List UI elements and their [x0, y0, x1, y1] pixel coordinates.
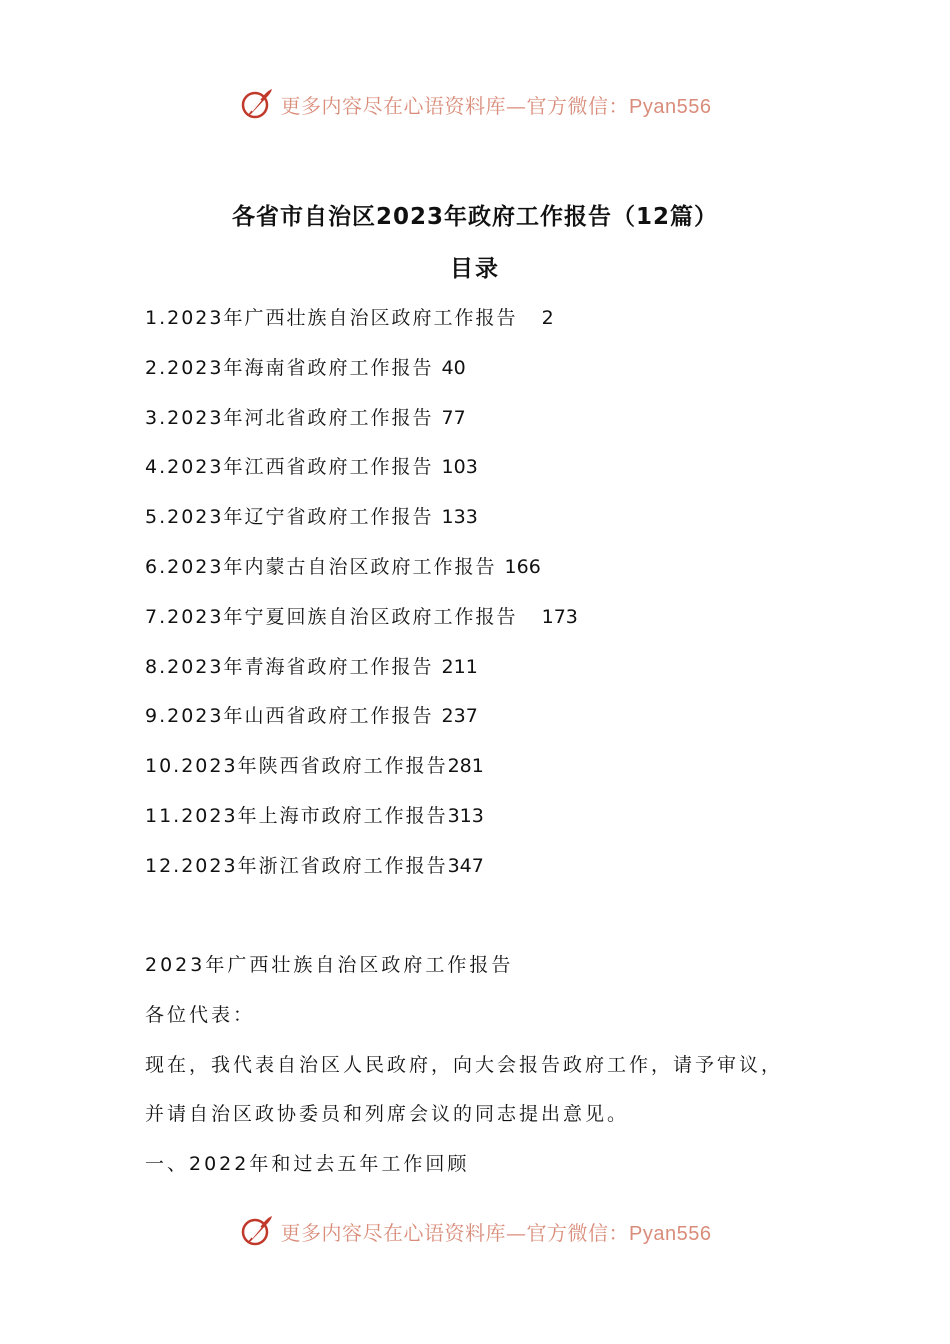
toc-item[interactable]: 3.2023年河北省政府工作报告 77 — [145, 406, 466, 429]
toc-page-number: 103 — [441, 456, 478, 479]
toc-page-number: 40 — [441, 356, 466, 379]
toc-item[interactable]: 2.2023年海南省政府工作报告 40 — [145, 356, 466, 379]
toc-page-number: 237 — [441, 705, 478, 728]
salutation: 各位代表： — [145, 1003, 256, 1026]
toc-page-number: 281 — [447, 755, 484, 778]
watermark-text: 更多内容尽在心语资料库—官方微信：Pyan556 — [280, 93, 712, 118]
toc-item[interactable]: 5.2023年辽宁省政府工作报告 133 — [145, 506, 478, 529]
toc-item[interactable]: 4.2023年江西省政府工作报告 103 — [145, 456, 478, 479]
paragraph-line: 并请自治区政协委员和列席会议的同志提出意见。 — [145, 1103, 630, 1126]
toc-page-number: 133 — [441, 506, 478, 529]
toc-item[interactable]: 11.2023年上海市政府工作报告313 — [145, 804, 484, 827]
toc-page-number: 166 — [504, 555, 541, 578]
toc-item[interactable]: 6.2023年内蒙古自治区政府工作报告 166 — [145, 555, 541, 578]
toc-item[interactable]: 10.2023年陕西省政府工作报告281 — [145, 755, 484, 778]
footer-watermark — [0, 1211, 950, 1251]
toc-page-number: 347 — [447, 854, 484, 877]
document-title: 各省市自治区2023年政府工作报告（12篇） — [231, 204, 719, 230]
toc-heading: 目录 — [450, 256, 500, 282]
section-title: 2023年广西壮族自治区政府工作报告 — [145, 954, 514, 976]
paragraph-line: 现在，我代表自治区人民政府，向大会报告政府工作，请予审议， — [145, 1053, 784, 1076]
report-body — [145, 947, 825, 1196]
toc-item[interactable]: 1.2023年广西壮族自治区政府工作报告 2 — [145, 307, 554, 329]
toc-item[interactable]: 9.2023年山西省政府工作报告 237 — [145, 705, 478, 728]
toc-page-number: 313 — [447, 804, 484, 827]
quill-pen-logo-icon — [239, 1213, 275, 1249]
toc-page-number: 77 — [441, 406, 466, 429]
toc-item[interactable]: 7.2023年宁夏回族自治区政府工作报告 173 — [145, 605, 578, 628]
quill-pen-logo-icon — [239, 86, 275, 122]
toc-page-number: 211 — [441, 655, 478, 678]
toc-item[interactable]: 12.2023年浙江省政府工作报告347 — [145, 854, 484, 877]
header-watermark — [0, 84, 950, 124]
table-of-contents — [145, 300, 578, 898]
section-heading: 一、2022年和过去五年工作回顾 — [145, 1153, 470, 1176]
toc-page-number: 2 — [541, 307, 554, 329]
watermark-text: 更多内容尽在心语资料库—官方微信：Pyan556 — [280, 1220, 712, 1245]
toc-page-number: 173 — [541, 605, 578, 628]
toc-item[interactable]: 8.2023年青海省政府工作报告 211 — [145, 655, 478, 678]
